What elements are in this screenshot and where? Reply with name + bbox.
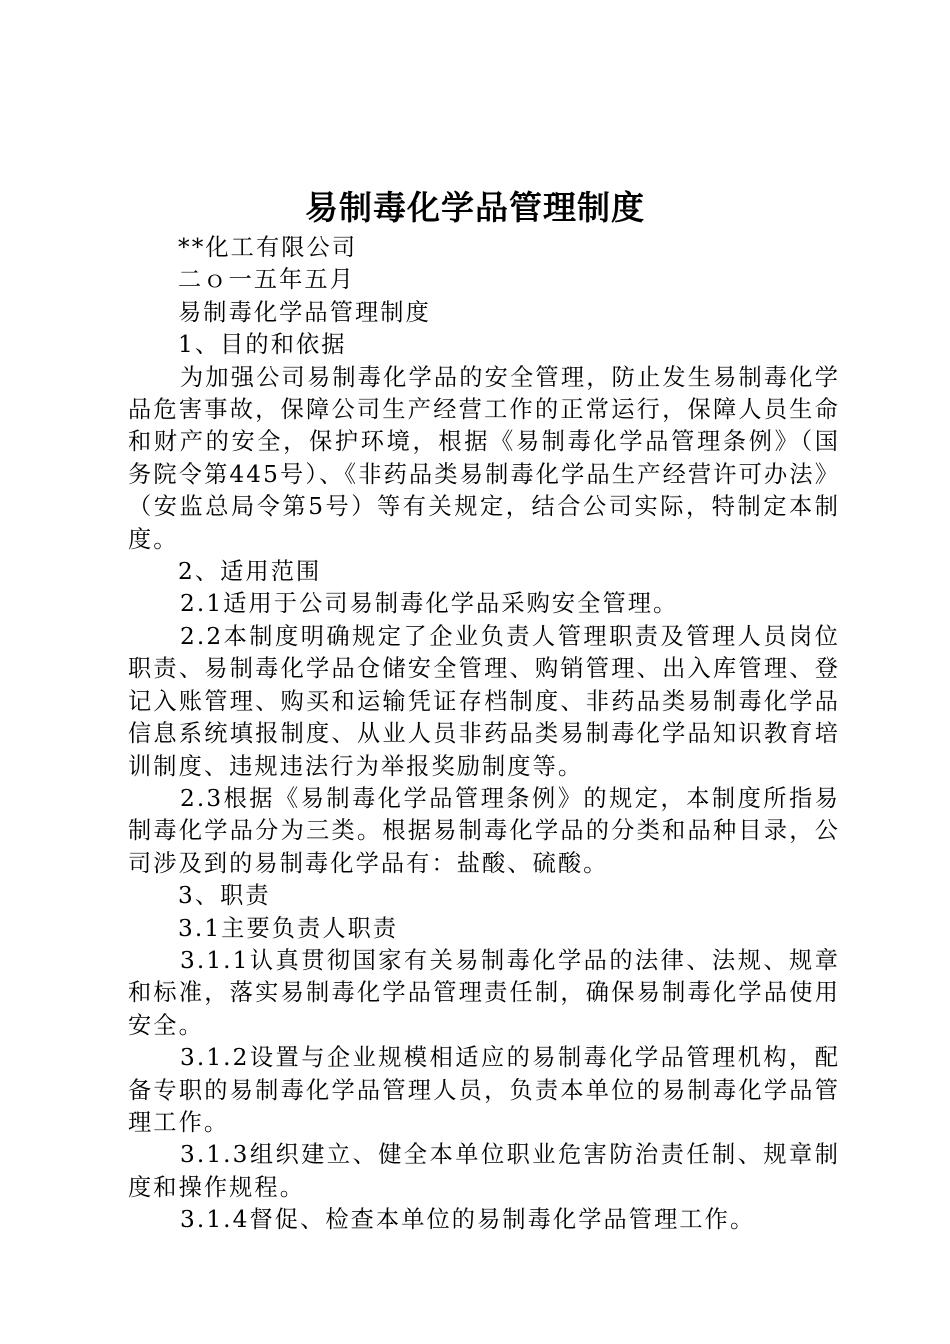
- body-paragraph: 3.1.2设置与企业规模相适应的易制毒化学品管理机构，配备专职的易制毒化学品管理人员，负责本单位的易制毒化学品管理工作。: [128, 1044, 840, 1136]
- document-date: 二ｏ一五年五月: [178, 266, 356, 294]
- body-paragraph: 为加强公司易制毒化学品的安全管理，防止发生易制毒化学品危害事故，保障公司生产经营工作的正常运行，保障人员生命和财产的安全，保护环境，根据《易制毒化学品管理条例》（国务院令第445号）、《非药品类易制毒化学品生产经营许可办法》（安监总局令第5号）等有关规定，结合公司实际，特制定本制度。: [128, 363, 840, 553]
- body-paragraph: 2.2本制度明确规定了企业负责人管理职责及管理人员岗位职责、易制毒化学品仓储安全管理、购销管理、出入库管理、登记入账管理、购买和运输凭证存档制度、非药品类易制毒化学品信息系统填报制度、从业人员非药品类易制毒化学品知识教育培训制度、违规违法行为举报奖励制度等。: [128, 622, 840, 780]
- section-heading: 3、职责: [178, 882, 271, 910]
- body-paragraph: 2.1适用于公司易制毒化学品采购安全管理。: [180, 590, 679, 618]
- subsection-heading: 3.1主要负责人职责: [178, 914, 399, 942]
- company-name: **化工有限公司: [178, 234, 358, 261]
- section-heading: 2、适用范围: [178, 558, 322, 586]
- body-paragraph: 3.1.3组织建立、健全本单位职业危害防治责任制、规章制度和操作规程。: [128, 1141, 840, 1201]
- document-title: 易制毒化学品管理制度: [305, 188, 645, 227]
- body-paragraph: 3.1.1认真贯彻国家有关易制毒化学品的法律、法规、规章和标准，落实易制毒化学品管理责任制，确保易制毒化学品使用安全。: [128, 946, 840, 1039]
- section-heading: 1、目的和依据: [178, 331, 347, 359]
- document-body: [128, 232, 840, 1237]
- body-paragraph: 3.1.4督促、检查本单位的易制毒化学品管理工作。: [180, 1206, 756, 1234]
- document-subtitle: 易制毒化学品管理制度: [178, 298, 431, 326]
- body-paragraph: 2.3根据《易制毒化学品管理条例》的规定，本制度所指易制毒化学品分为三类。根据易制毒化学品的分类和品种目录，公司涉及到的易制毒化学品有：盐酸、硫酸。: [128, 784, 840, 877]
